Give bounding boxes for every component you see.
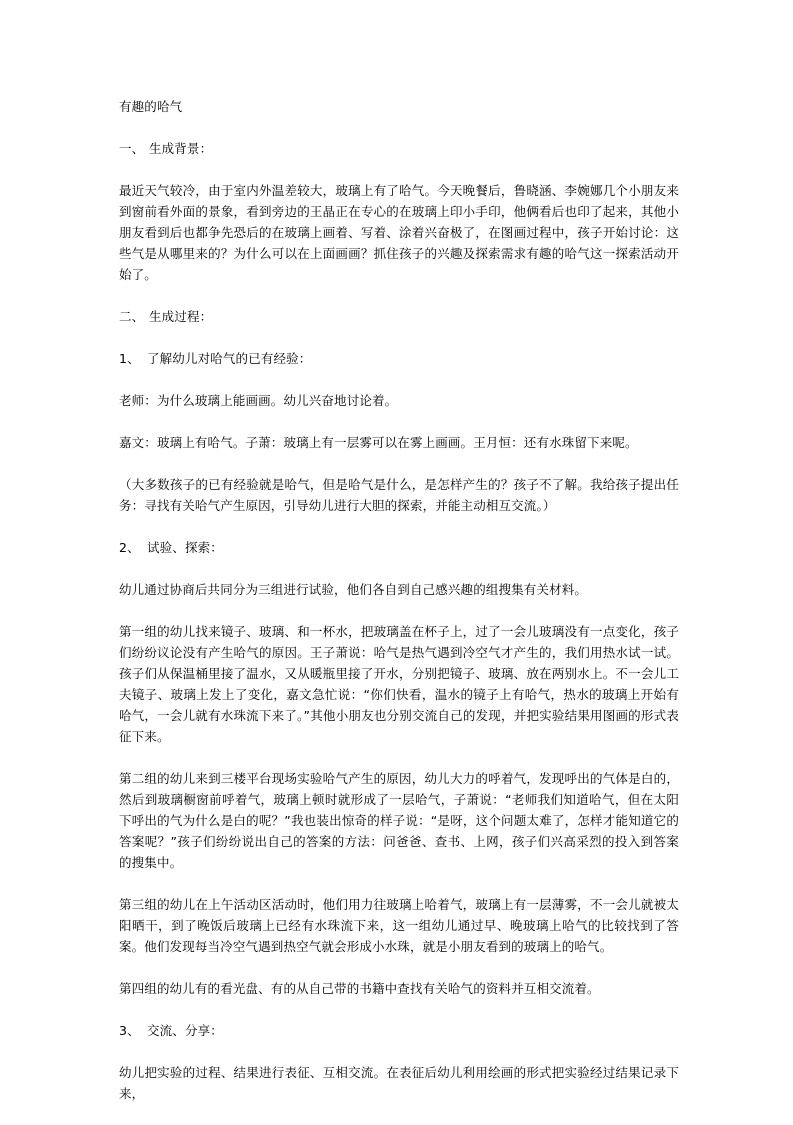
subheading-step2	[119, 537, 679, 558]
paragraph-background: 最近天气较冷，由于室内外温差较大，玻璃上有了哈气。今天晚餐后，鲁晓涵、李婉娜几个小朋友来到窗前看外面的景象，看到旁边的王晶正在专心的在玻璃上印小手印，他俩看后也印了起来，其他小朋友看到后也都争先恐后的在玻璃上画着、写着、涂着兴奋极了，在图画过程中，孩子开始讨论：这些气是从哪里来的？为什么可以在上面画画？抓住孩子的兴趣及探索需求有趣的哈气这一探索活动开始了。	[119, 183, 679, 282]
paragraph-step2-group4: 第四组的幼儿有的看光盘、有的从自己带的书籍中查找有关哈气的资料并互相交流着。	[119, 981, 600, 996]
heading-text: 生成背景：	[149, 141, 213, 156]
subheading-step3	[119, 1020, 679, 1041]
paragraph-step3-share: 幼儿把实验的过程、结果进行表征、互相交流。在表征后幼儿利用绘画的形式把实验经过结果记录下来，	[119, 1065, 679, 1101]
step-title: 了解幼儿对哈气的已有经验：	[147, 351, 312, 366]
paragraph-step2-group3: 第三组的幼儿在上午活动区活动时，他们用力往玻璃上哈着气，玻璃上有一层薄雾，不一会儿就被太阳晒干，到了晚饭后玻璃上已经有水珠流下来，这一组幼儿通过早、晚玻璃上哈气的比较找到了答案。他们发现每当冷空气遇到热空气就会形成小水珠，就是小朋友看到的玻璃上的哈气。	[119, 897, 679, 954]
paragraph-step2-intro: 幼儿通过协商后共同分为三组进行试验，他们各自到自己感兴趣的组搜集有关材料。	[119, 582, 588, 597]
paragraph-step2-group1: 第一组的幼儿找来镜子、玻璃、和一杯水，把玻璃盖在杯子上，过了一会儿玻璃没有一点变化，孩子们纷纷议论没有产生哈气的原因。王子萧说：哈气是热气遇到冷空气才产生的，我们用热水试一试。孩子们从保温桶里接了温水，又从暖瓶里接了开水，分别把镜子、玻璃、放在两别水上。不一会儿工夫镜子、玻璃上发上了变化，嘉文急忙说：“你们快看，温水的镜子上有哈气，热水的玻璃上开始有哈气，一会儿就有水珠流下来了。”其他小朋友也分别交流自己的发现，并把实验结果用图画的形式表征下来。	[119, 624, 679, 744]
heading-number: 一、	[119, 141, 145, 156]
section-heading-background	[119, 138, 679, 159]
heading-text: 生成过程：	[149, 309, 213, 324]
document-page	[119, 96, 679, 1125]
paragraph-step1-teacher: 老师：为什么玻璃上能画画。幼儿兴奋地讨论着。	[119, 393, 398, 408]
paragraph-step1-note: （大多数孩子的已有经验就是哈气，但是哈气是什么，是怎样产生的？孩子不了解。我给孩子提出任务：寻找有关哈气产生原因，引导幼儿进行大胆的探索，并能主动相互交流。）	[119, 477, 679, 513]
section-heading-process	[119, 306, 679, 327]
step-number: 2、	[119, 540, 140, 555]
subheading-step1	[119, 348, 679, 369]
document-title: 有趣的哈气	[119, 99, 183, 114]
paragraph-step1-children: 嘉文：玻璃上有哈气。子萧：玻璃上有一层雾可以在雾上画画。王月恒：还有水珠留下来呢。	[119, 435, 638, 450]
step-title: 交流、分享：	[147, 1023, 223, 1038]
heading-number: 二、	[119, 309, 145, 324]
step-title: 试验、探索：	[147, 540, 223, 555]
step-number: 3、	[119, 1023, 140, 1038]
step-number: 1、	[119, 351, 140, 366]
paragraph-step2-group2: 第二组的幼儿来到三楼平台现场实验哈气产生的原因，幼儿大力的呼着气，发现呼出的气体是白的，然后到玻璃橱窗前呼着气，玻璃上顿时就形成了一层哈气，子萧说：“老师我们知道哈气，但在太阳下呼出的气为什么是白的呢？”我也装出惊奇的样子说：“是呀，这个问题太难了，怎样才能知道它的答案呢？”孩子们纷纷说出自己的答案的方法：问爸爸、查书、上网，孩子们兴高采烈的投入到答案的搜集中。	[119, 771, 679, 870]
